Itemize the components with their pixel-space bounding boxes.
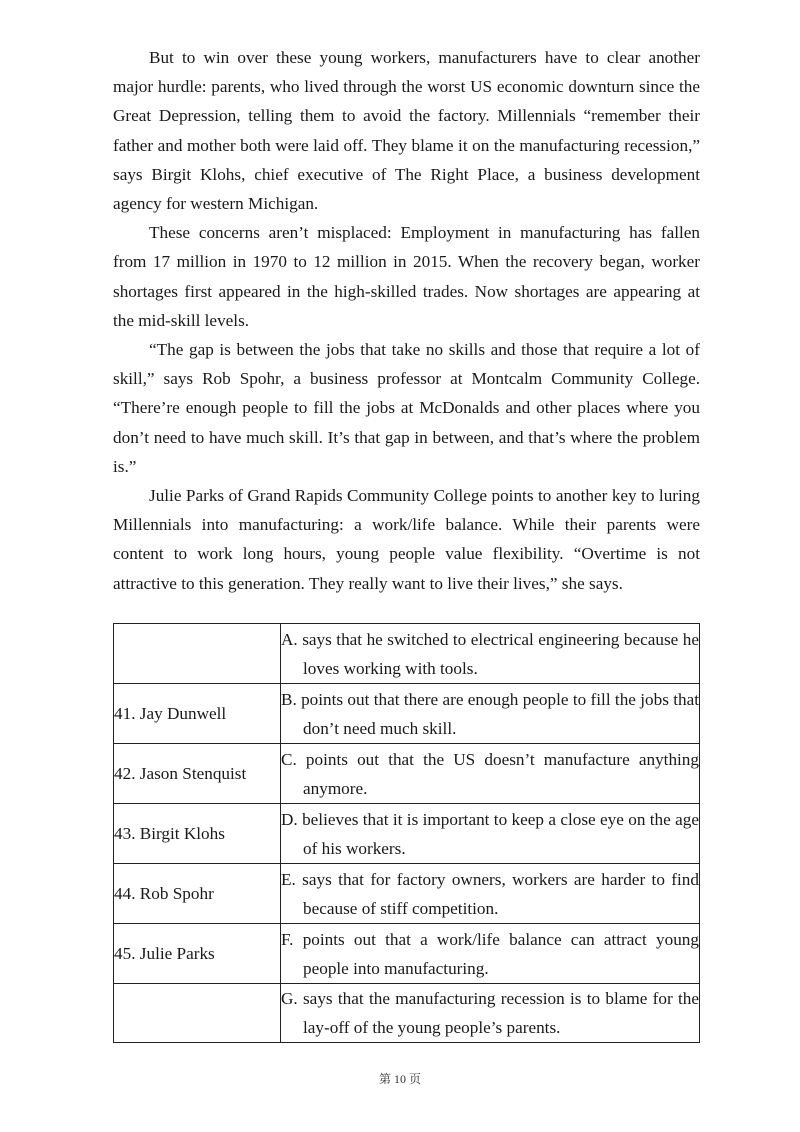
option-text: E. says that for factory owners, workers are harder to find because of stiff competition. xyxy=(281,869,699,918)
person-cell: 43. Birgit Klohs xyxy=(114,804,281,864)
option-cell xyxy=(281,744,700,804)
option-text: C. points out that the US doesn’t manufacture anything anymore. xyxy=(281,749,699,798)
table-row xyxy=(114,804,700,864)
option-text: G. says that the manufacturing recession is to blame for the lay-off of the young people’s parents. xyxy=(281,989,699,1037)
option-cell xyxy=(281,984,700,1043)
option-text: F. points out that a work/life balance can attract young people into manufacturing. xyxy=(281,929,699,978)
person-cell xyxy=(114,624,281,684)
person-cell: 41. Jay Dunwell xyxy=(114,684,281,744)
option-cell xyxy=(281,624,700,684)
person-cell: 44. Rob Spohr xyxy=(114,864,281,924)
table-row xyxy=(114,744,700,804)
option-cell xyxy=(281,924,700,984)
table-row xyxy=(114,984,700,1043)
option-text: D. believes that it is important to keep a close eye on the age of his workers. xyxy=(281,809,699,858)
passage-paragraph: Julie Parks of Grand Rapids Community College points to another key to luring Millennials into manufacturing: a work/life balance. While their parents were content to work long hours, young people value flexibility. “Overtime is not attractive to this generation. They really want to live their lives,” she says. xyxy=(113,486,700,593)
matching-table xyxy=(113,623,700,1043)
page-number: 第 10 页 xyxy=(378,1072,421,1086)
table-row xyxy=(114,624,700,684)
person-cell: 42. Jason Stenquist xyxy=(114,744,281,804)
reading-passage xyxy=(113,43,700,598)
option-cell xyxy=(281,864,700,924)
passage-paragraph: But to win over these young workers, manufacturers have to clear another major hurdle: parents, who lived through the worst US economic downturn since the Great Depression, telling them to avoid the factory. Millennials “remember their father and mother both were laid off. They blame it on the manufacturing recession,” says Birgit Klohs, chief executive of The Right Place, a business development agency for western Michigan. xyxy=(113,48,700,214)
option-text: B. points out that there are enough people to fill the jobs that don’t need much skill. xyxy=(281,689,699,738)
option-text: A. says that he switched to electrical engineering because he loves working with tools. xyxy=(281,629,699,678)
person-cell xyxy=(114,984,281,1043)
table-row xyxy=(114,924,700,984)
table-row xyxy=(114,684,700,744)
person-cell: 45. Julie Parks xyxy=(114,924,281,984)
table-row xyxy=(114,864,700,924)
option-cell xyxy=(281,684,700,744)
passage-paragraph: “The gap is between the jobs that take no skills and those that require a lot of skill,” says Rob Spohr, a business professor at Montcalm Community College. “There’re enough people to fill the jobs at McDonalds and other places where you don’t need to have much skill. It’s that gap in between, and that’s where the problem is.” xyxy=(113,340,700,476)
option-cell xyxy=(281,804,700,864)
passage-paragraph: These concerns aren’t misplaced: Employment in manufacturing has fallen from 17 million in 1970 to 12 million in 2015. When the recovery began, worker shortages first appeared in the high-skilled trades. Now shortages are appearing at the mid-skill levels. xyxy=(113,223,700,330)
